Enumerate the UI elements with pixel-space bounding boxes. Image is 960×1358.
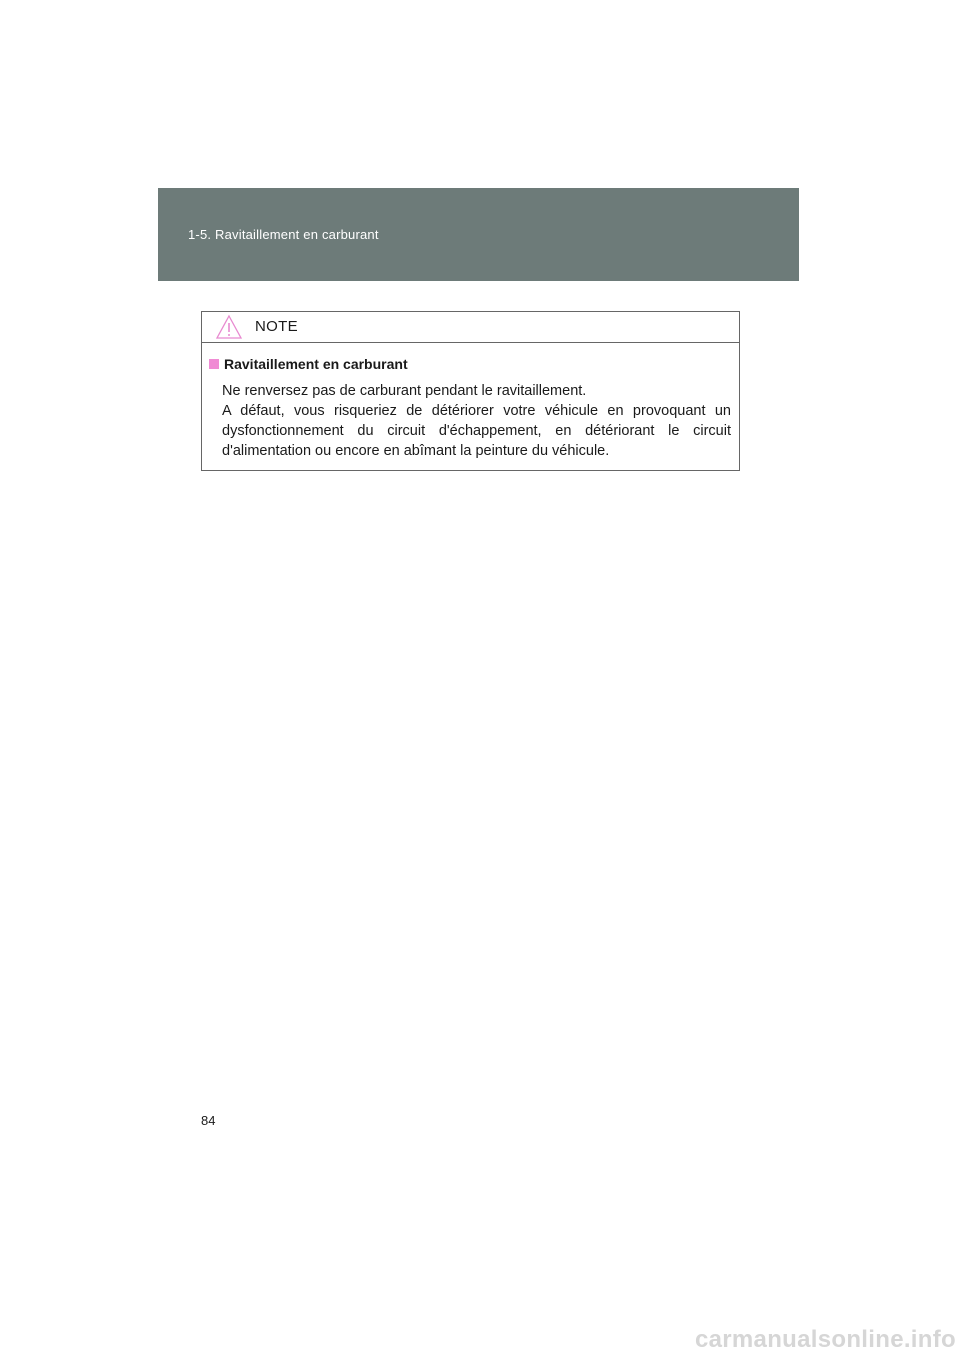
note-line: Ne renversez pas de carburant pendant le ravitaillement. [222,383,587,399]
note-line: dysfonctionnement du circuit d'échappement, en détériorant le circuit [222,423,731,439]
note-paragraph [222,381,731,461]
warning-triangle-icon [215,314,243,340]
note-label: NOTE [255,318,298,335]
section-title: 1-5. Ravitaillement en carburant [188,227,379,242]
page-number: 84 [201,1113,216,1128]
note-line: A défaut, vous risqueriez de détériorer votre véhicule en provoquant un [222,403,731,419]
note-box [201,311,740,471]
note-line: d'alimentation ou encore en abîmant la peinture du véhicule. [222,443,610,459]
note-subheading [209,355,731,373]
note-subheading-text: Ravitaillement en carburant [224,356,408,372]
square-bullet-icon [209,359,219,369]
watermark: carmanualsonline.info [694,1326,956,1353]
section-header-band [158,188,799,281]
note-header [202,312,739,343]
note-body [202,343,739,461]
